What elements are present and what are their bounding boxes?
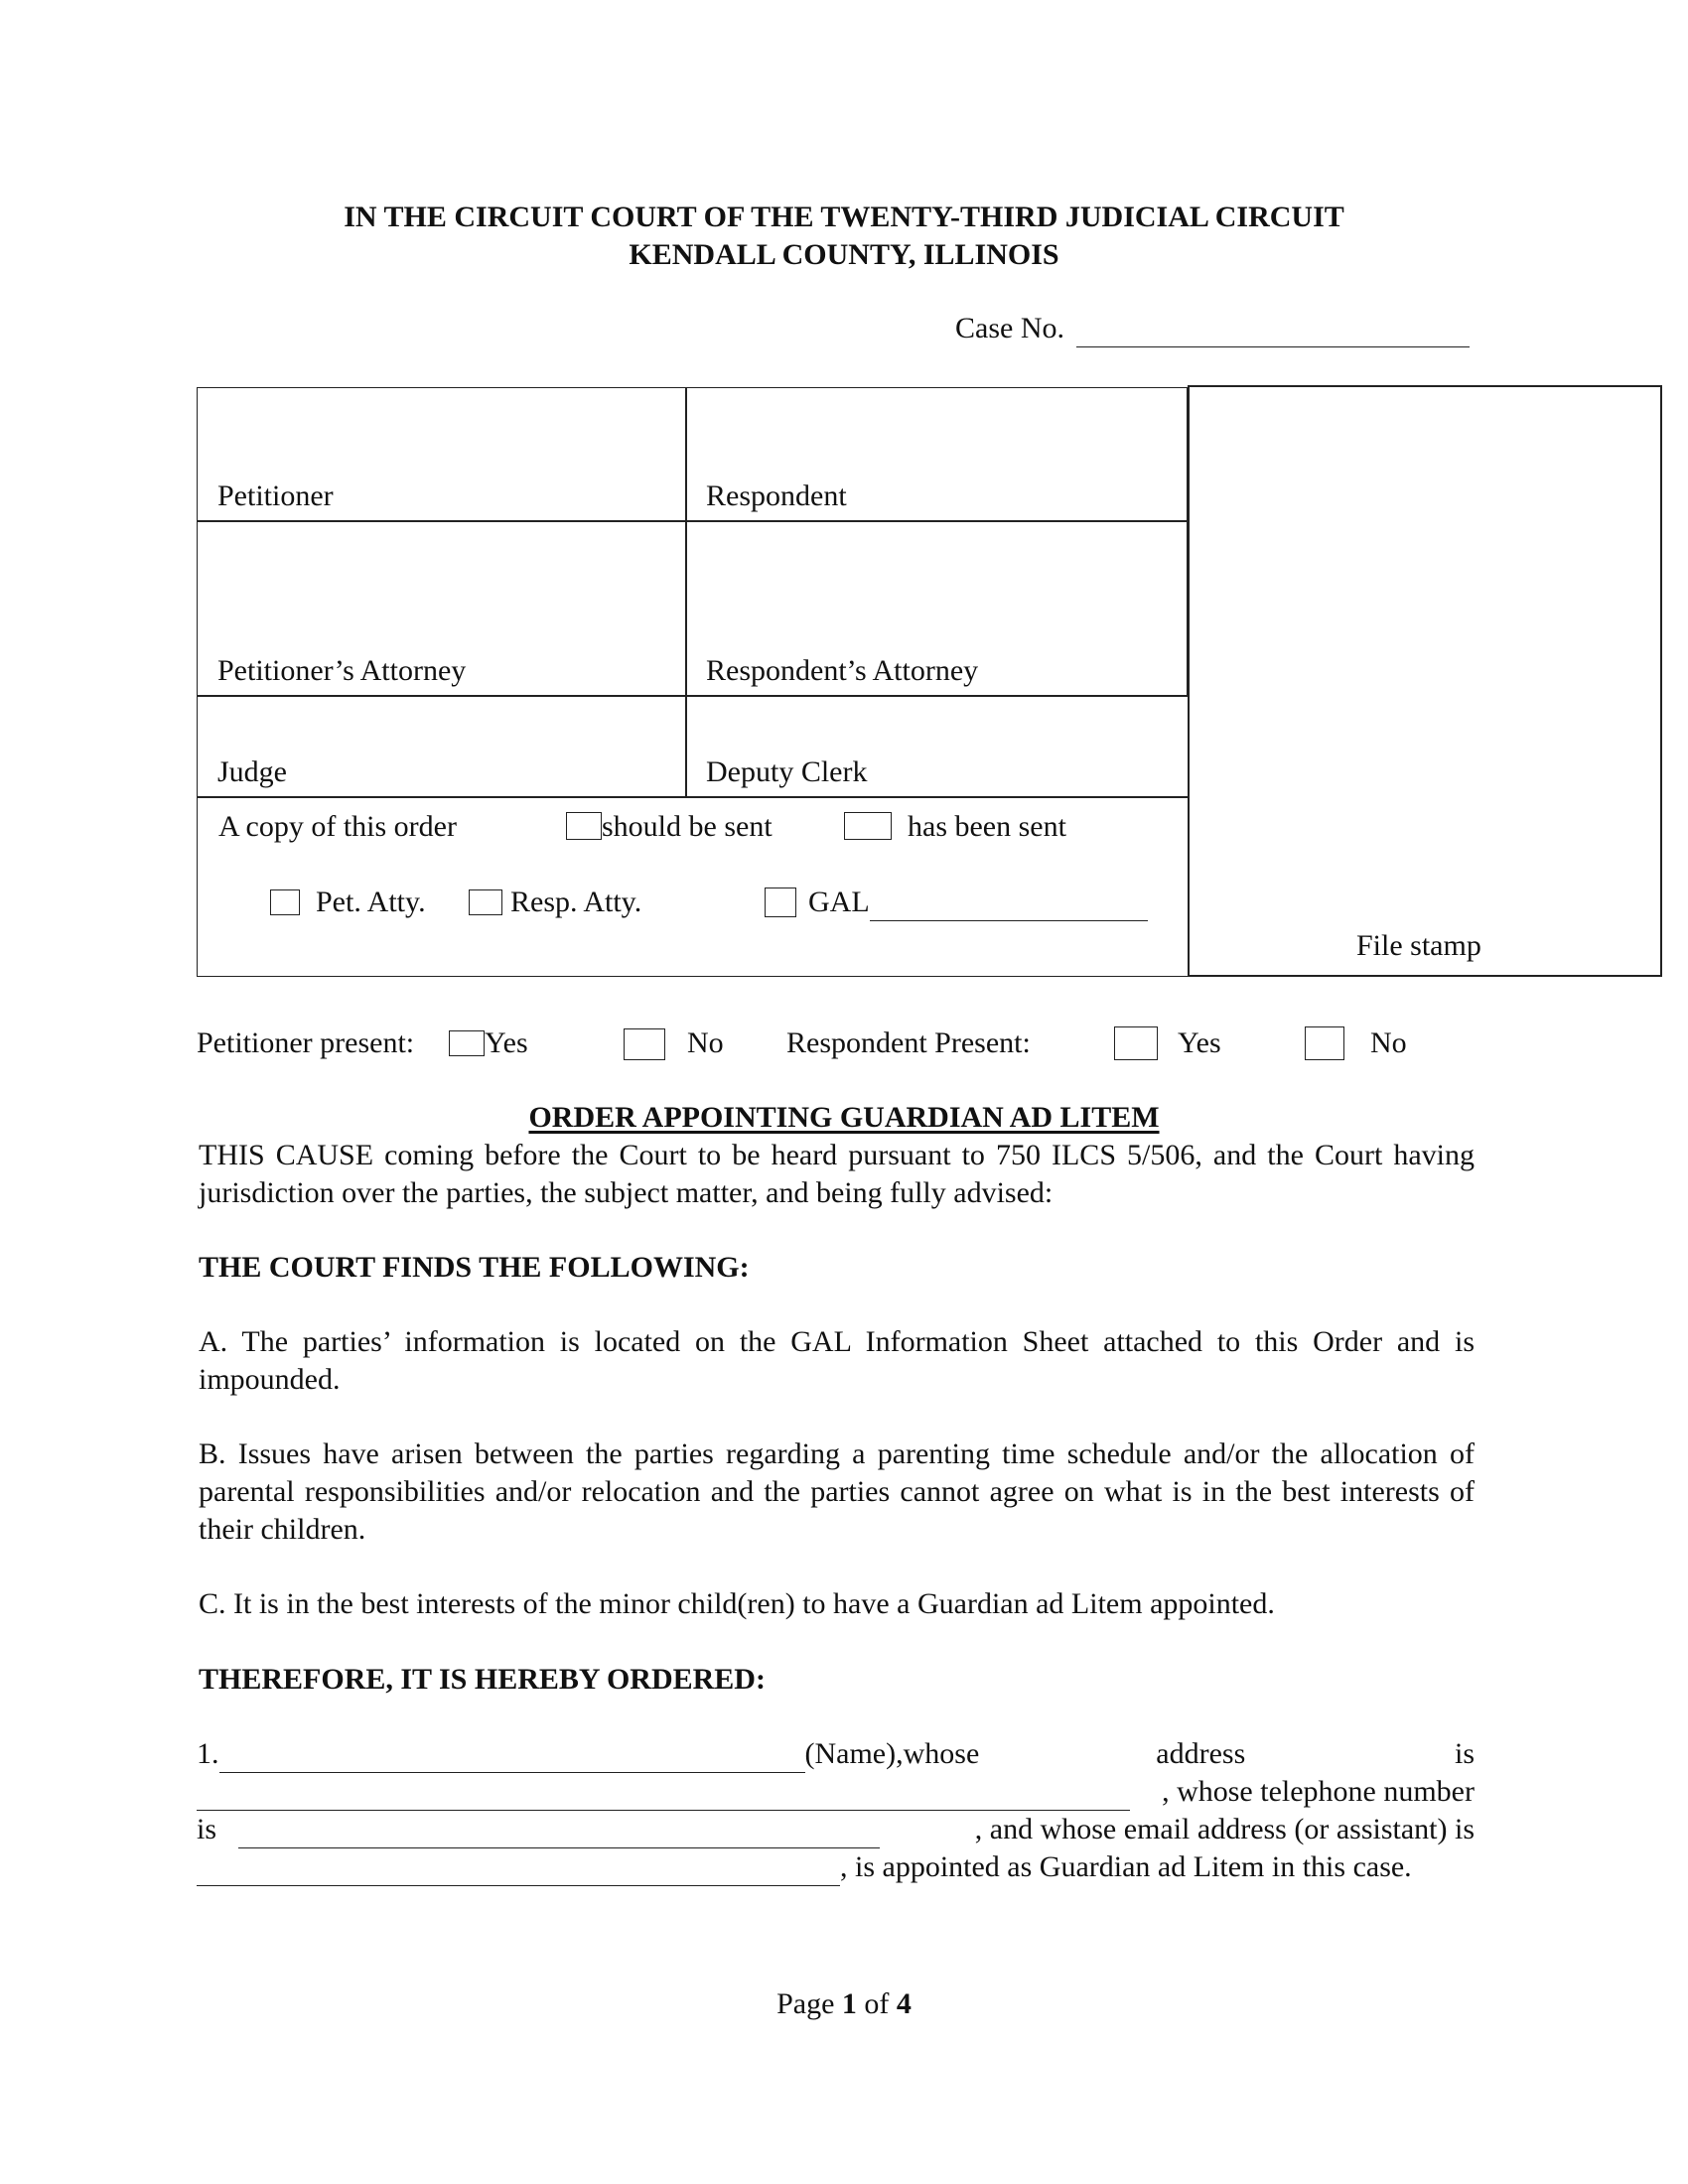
item1-number: 1. <box>197 1737 219 1770</box>
pet-atty-option[interactable] <box>270 884 426 921</box>
has-been-sent-option[interactable] <box>844 808 1066 846</box>
petitioner-cell[interactable] <box>197 387 687 522</box>
item1-line3 <box>197 1811 1475 1848</box>
page-word: Page <box>776 1987 835 2020</box>
petitioner-yes-label: Yes <box>485 1026 528 1059</box>
ordered-heading: THEREFORE, IT IS HEREBY ORDERED: <box>199 1663 766 1696</box>
resp-atty-option[interactable] <box>469 884 641 921</box>
order-title: ORDER APPOINTING GUARDIAN AD LITEM <box>528 1101 1160 1134</box>
petitioner-yes-checkbox[interactable] <box>449 1030 485 1056</box>
item1-line2 <box>197 1773 1475 1811</box>
item1-phone-text: , whose telephone number <box>1162 1775 1475 1808</box>
respondent-present-yes[interactable] <box>1114 1024 1221 1062</box>
respondent-present-label: Respondent Present: <box>786 1026 1031 1059</box>
page-footer <box>0 1985 1688 2023</box>
gal-address-input[interactable] <box>197 1780 1130 1811</box>
county-heading: KENDALL COUNTY, ILLINOIS <box>629 238 1059 271</box>
petitioner-label: Petitioner <box>217 479 334 512</box>
respondent-cell[interactable] <box>685 387 1188 522</box>
petitioner-no-label: No <box>687 1026 724 1059</box>
gal-name-input[interactable] <box>219 1742 805 1773</box>
file-stamp-box <box>1188 385 1662 977</box>
gal-name-field[interactable] <box>870 890 1148 921</box>
case-number-field[interactable] <box>1076 317 1470 347</box>
item1-address-word: address <box>1156 1737 1246 1770</box>
resp-atty-label: Resp. Atty. <box>510 886 642 918</box>
item1-is-word2: is <box>197 1813 217 1845</box>
has-been-sent-label: has been sent <box>908 810 1066 843</box>
respondent-no-label: No <box>1370 1026 1407 1059</box>
respondent-present-no[interactable] <box>1305 1024 1407 1062</box>
page-current: 1 <box>841 1987 857 2020</box>
should-be-sent-label: should be sent <box>602 810 773 843</box>
file-stamp-label: File stamp <box>1356 929 1481 962</box>
petitioner-present-no[interactable] <box>624 1024 724 1062</box>
finding-a: A. The parties’ information is located on the GAL Information Sheet attached to this Order and is impounded. <box>199 1325 1475 1396</box>
item1-line1 <box>197 1735 1475 1773</box>
finding-c: C. It is in the best interests of the minor child(ren) to have a Guardian ad Litem appointed. <box>199 1587 1275 1620</box>
page-total: 4 <box>896 1987 912 2020</box>
deputy-clerk-label: Deputy Clerk <box>706 755 868 788</box>
respondent-label: Respondent <box>706 479 847 512</box>
judge-cell[interactable] <box>197 695 687 798</box>
respondent-yes-checkbox[interactable] <box>1114 1026 1158 1060</box>
gal-label: GAL <box>808 886 870 918</box>
pet-atty-label: Pet. Atty. <box>316 886 426 918</box>
copy-intro: A copy of this order <box>218 810 457 843</box>
case-number-label: Case No. <box>955 312 1064 344</box>
pet-atty-checkbox[interactable] <box>270 889 300 915</box>
should-be-sent-checkbox[interactable] <box>566 812 602 840</box>
deputy-clerk-cell[interactable] <box>685 695 1190 798</box>
gal-checkbox[interactable] <box>765 887 796 917</box>
judge-label: Judge <box>217 755 287 788</box>
case-number-row <box>955 310 1470 347</box>
respondent-no-checkbox[interactable] <box>1305 1026 1344 1060</box>
respondent-attorney-label: Respondent’s Attorney <box>706 654 979 687</box>
findings-heading: THE COURT FINDS THE FOLLOWING: <box>199 1251 750 1284</box>
of-word: of <box>864 1987 890 2020</box>
petitioner-attorney-cell[interactable] <box>197 520 687 697</box>
gal-option[interactable] <box>765 884 1148 921</box>
item1-appointed-text: , is appointed as Guardian ad Litem in this case. <box>840 1850 1412 1883</box>
respondent-attorney-cell[interactable] <box>685 520 1188 697</box>
item1-name-label: (Name),whose <box>804 1737 980 1770</box>
petitioner-present-label: Petitioner present: <box>197 1026 415 1059</box>
item1-email-text: , and whose email address (or assistant) is <box>974 1813 1475 1845</box>
respondent-yes-label: Yes <box>1178 1026 1221 1059</box>
order-intro: THIS CAUSE coming before the Court to be heard pursuant to 750 ILCS 5/506, and the Court having jurisdiction over the parties, the subject matter, and being fully advised: <box>199 1139 1475 1209</box>
gal-phone-input[interactable] <box>238 1818 880 1848</box>
has-been-sent-checkbox[interactable] <box>844 812 892 840</box>
gal-email-input[interactable] <box>197 1855 840 1886</box>
petitioner-present-yes[interactable] <box>449 1024 528 1062</box>
petitioner-no-checkbox[interactable] <box>624 1028 665 1060</box>
item1-is-word: is <box>1454 1737 1475 1770</box>
item1-line4 <box>197 1848 1475 1886</box>
resp-atty-checkbox[interactable] <box>469 889 502 915</box>
finding-b: B. Issues have arisen between the parties regarding a parenting time schedule and/or the allocation of parental responsibilities and/or relocation and the parties cannot agree on what is in the best interests of their children. <box>199 1437 1475 1546</box>
should-be-sent-option[interactable] <box>566 808 773 846</box>
court-heading: IN THE CIRCUIT COURT OF THE TWENTY-THIRD JUDICIAL CIRCUIT <box>344 201 1344 233</box>
petitioner-attorney-label: Petitioner’s Attorney <box>217 654 467 687</box>
